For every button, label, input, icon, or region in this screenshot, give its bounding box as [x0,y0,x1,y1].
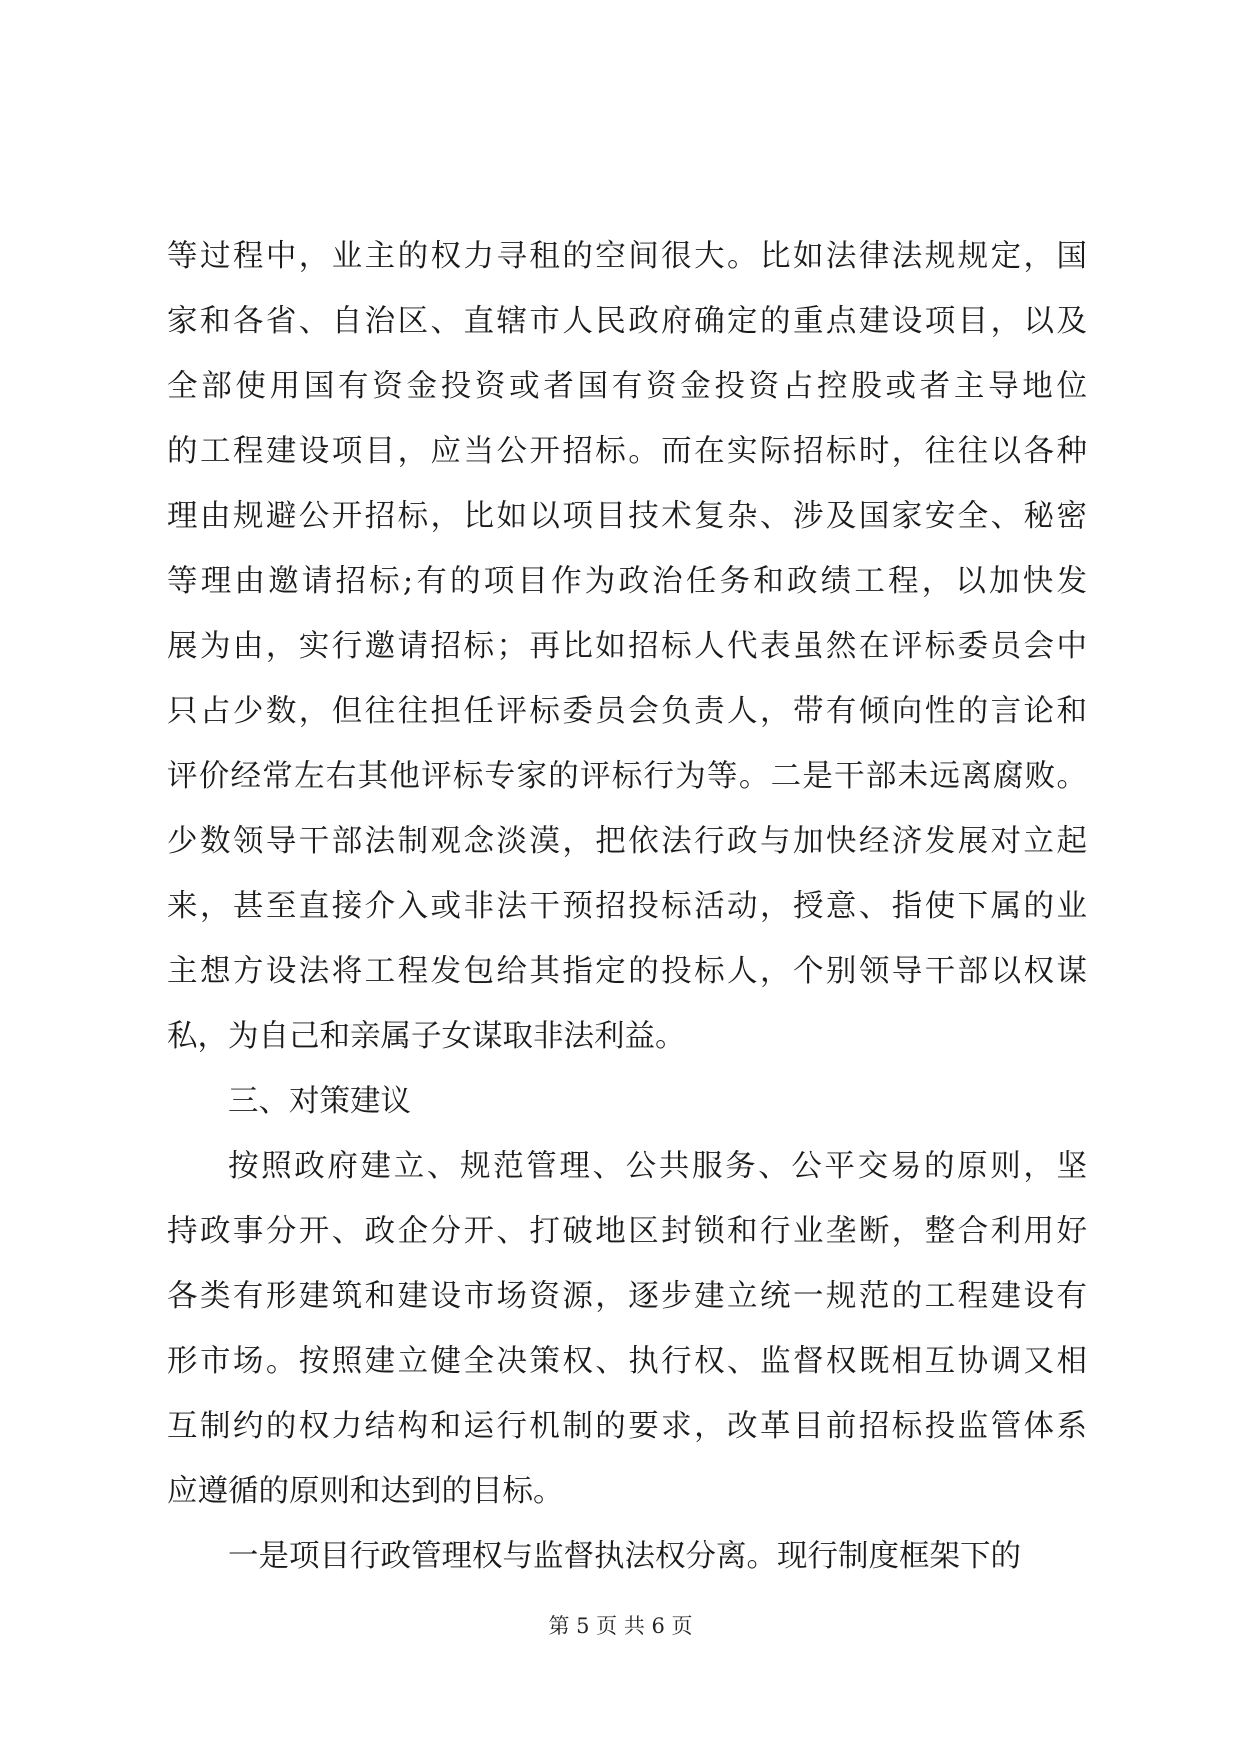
text-line: 理由规避公开招标，比如以项目技术复杂、涉及国家安全、秘密 [167,499,1087,534]
text-line: 私，为自己和亲属子女谋取非法利益。 [167,1019,686,1054]
text-line: 等理由邀请招标;有的项目作为政治任务和政绩工程，以加快发 [167,564,1087,599]
text-line: 一是项目行政管理权与监督执法权分离。现行制度框架下的 [228,1539,1021,1574]
text-line: 少数领导干部法制观念淡漠，把依法行政与加快经济发展对立起 [167,824,1087,859]
page-footer: 第 5 页 共 6 页 [548,1614,693,1638]
text-line: 主想方设法将工程发包给其指定的投标人，个别领导干部以权谋 [167,954,1087,989]
text-line: 各类有形建筑和建设市场资源，逐步建立统一规范的工程建设有 [167,1279,1087,1314]
text-line: 的工程建设项目，应当公开招标。而在实际招标时，往往以各种 [167,434,1087,469]
text-line: 持政事分开、政企分开、打破地区封锁和行业垄断，整合利用好 [167,1214,1087,1249]
text-line: 等过程中，业主的权力寻租的空间很大。比如法律法规规定，国 [167,239,1087,274]
text-line: 只占少数，但往往担任评标委员会负责人，带有倾向性的言论和 [167,694,1087,729]
text-line: 评价经常左右其他评标专家的评标行为等。二是干部未远离腐败。 [167,759,1087,794]
document-body [167,224,1087,1589]
text-line: 应遵循的原则和达到的目标。 [167,1474,564,1509]
text-line: 展为由，实行邀请招标；再比如招标人代表虽然在评标委员会中 [167,629,1087,664]
text-line: 家和各省、自治区、直辖市人民政府确定的重点建设项目，以及 [167,304,1087,339]
text-line: 按照政府建立、规范管理、公共服务、公平交易的原则，坚 [228,1149,1087,1184]
text-line: 形市场。按照建立健全决策权、执行权、监督权既相互协调又相 [167,1344,1087,1379]
text-line: 全部使用国有资金投资或者国有资金投资占控股或者主导地位 [167,369,1087,404]
text-line: 三、对策建议 [228,1084,411,1119]
text-line: 来，甚至直接介入或非法干预招投标活动，授意、指使下属的业 [167,889,1087,924]
text-line: 互制约的权力结构和运行机制的要求，改革目前招标投监管体系 [167,1409,1087,1444]
